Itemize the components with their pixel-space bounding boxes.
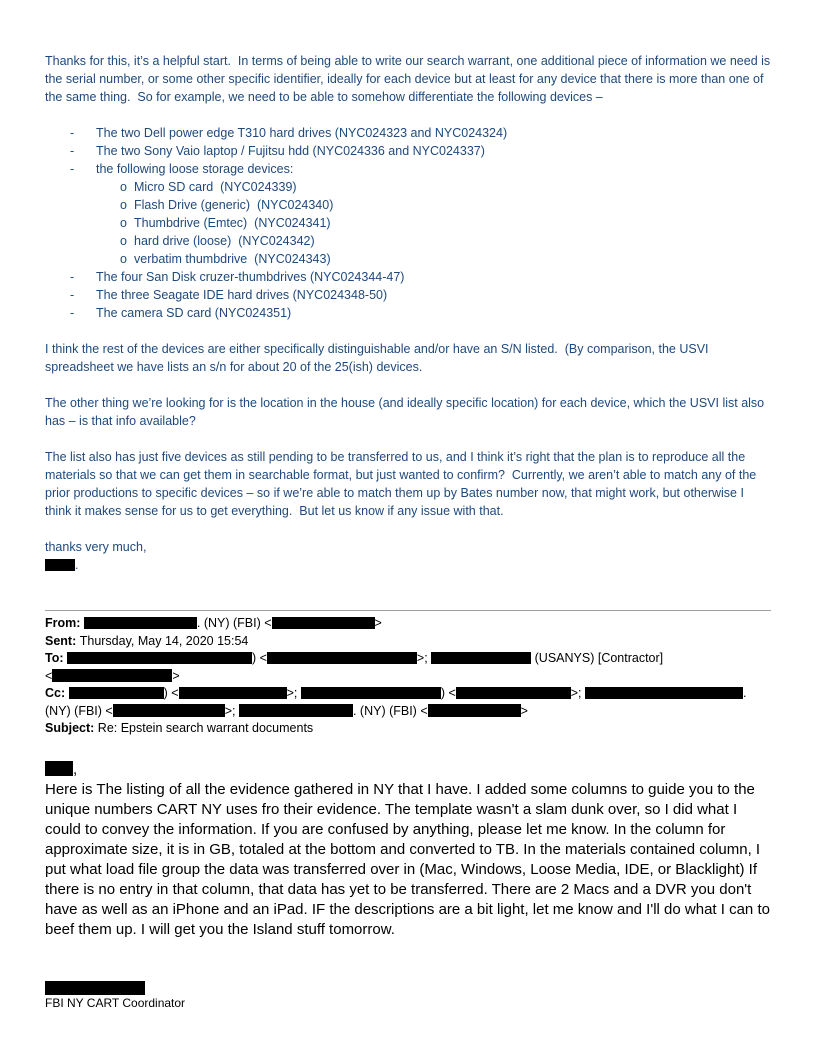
device-list-item: [45, 124, 771, 142]
field-label: From:: [45, 616, 84, 630]
text-segment: >;: [286, 686, 301, 700]
text-segment: . (NY) (FBI) <: [352, 703, 428, 718]
bullet-marker: -: [70, 306, 75, 320]
text-segment: >: [172, 668, 180, 683]
redaction-bar: [301, 687, 441, 700]
email-signoff: [45, 980, 771, 1011]
device-list-item: [45, 214, 771, 232]
redaction-bar: [428, 704, 521, 717]
header-sent-line: [45, 633, 771, 651]
bullet-marker: o: [120, 234, 127, 248]
reply-paragraph-4: The list also has just five devices as still pending to be transferred to us, and I think it’s right that the plan is to reproduce all the materials so that we can get them in searchable format, but just wanted to confirm? Currently, we aren’t able to match any of the prior productions to specific devices – so if we’re able to match them up by Bates number now, that might work, but otherwise I think it makes sense for us to get everything. But let us know if any issue with that.: [45, 450, 760, 518]
redaction-bar: [272, 617, 375, 630]
email-body: [45, 760, 775, 940]
header-cc-line: [45, 685, 771, 703]
header-to-line: [45, 650, 771, 668]
bullet-text: Flash Drive (generic) (NYC024340): [134, 198, 334, 212]
field-label: Cc:: [45, 686, 69, 700]
text-segment: ) <: [440, 686, 456, 700]
bullet-text: the following loose storage devices:: [96, 162, 294, 176]
text-segment: >: [374, 616, 382, 630]
reply-paragraph-1: Thanks for this, it’s a helpful start. In terms of being able to write our search warrant, one additional piece of information we need is the serial number, or some other specific identifier, ideally for each device but at least for any device that there is more than one of the same thing. So for example, we need to be able to somehow differentiate the following devices –: [45, 54, 774, 104]
device-list-item: [45, 142, 771, 160]
redaction-bar: [179, 687, 287, 700]
closing-line: thanks very much,: [45, 540, 147, 554]
bullet-text: The three Seagate IDE hard drives (NYC024348-50): [96, 288, 388, 302]
text-segment: (USANYS) [Contractor]: [531, 651, 664, 665]
body-salutation: [45, 760, 771, 780]
bullet-marker: o: [120, 198, 127, 212]
bullet-text: The four San Disk cruzer-thumbdrives (NYC024344-47): [96, 270, 405, 284]
redaction-bar: [431, 652, 531, 665]
text-segment: Re: Epstein search warrant documents: [97, 721, 314, 735]
bullet-marker: o: [120, 180, 127, 194]
redaction-bar: [52, 669, 172, 682]
text-segment: Thursday, May 14, 2020 15:54: [79, 633, 249, 648]
field-label: Subject:: [45, 721, 98, 735]
redaction-bar: [67, 652, 252, 665]
text-segment: >: [520, 703, 528, 718]
reply-divider: [45, 610, 771, 611]
bullet-text: The camera SD card (NYC024351): [96, 306, 292, 320]
bullet-marker: -: [70, 162, 75, 176]
bullet-text: The two Sony Vaio laptop / Fujitsu hdd (NYC024336 and NYC024337): [96, 144, 485, 158]
signoff-name-line: [45, 980, 771, 996]
text-segment: >;: [224, 703, 239, 718]
text-segment: ) <: [163, 686, 179, 700]
device-list-item: [45, 196, 771, 214]
bullet-marker: -: [70, 270, 75, 284]
redaction-bar: [113, 704, 225, 717]
header-from-line: [45, 615, 771, 633]
bullet-marker: -: [70, 288, 75, 302]
device-list-item: [45, 250, 771, 268]
field-label: To:: [45, 651, 67, 665]
bullet-marker: o: [120, 252, 127, 266]
signature-line: [45, 556, 771, 574]
device-list: [45, 124, 771, 322]
device-list-item: [45, 268, 771, 286]
text-segment: ) <: [251, 651, 267, 665]
bullet-text: hard drive (loose) (NYC024342): [134, 234, 315, 248]
text-segment: ,: [73, 760, 78, 778]
bullet-text: Micro SD card (NYC024339): [134, 180, 297, 194]
text-segment: >;: [416, 651, 432, 665]
bullet-text: The two Dell power edge T310 hard drives (NYC024323 and NYC024324): [96, 126, 508, 140]
redaction-bar: [45, 559, 75, 572]
redaction-bar: [585, 687, 743, 700]
reply-paragraph-3: The other thing we’re looking for is the location in the house (and ideally specific location) for each device, which the USVI list also has – is that info available?: [45, 396, 768, 428]
bullet-marker: -: [70, 126, 75, 140]
field-label: Sent:: [45, 633, 80, 648]
device-list-item: [45, 232, 771, 250]
redaction-bar: [456, 687, 571, 700]
email-header: [45, 615, 771, 738]
bullet-marker: -: [70, 144, 75, 158]
redaction-bar: [69, 687, 164, 700]
header-cc-line-2: [45, 703, 771, 721]
body-paragraph: Here is The listing of all the evidence gathered in NY that I have. I added some columns to guide you to the unique numbers CART NY uses fro their evidence. The template wasn't a slam dunk over, so I did what I could to convey the information. If you are confused by anything, please let me know. In the column for approximate size, it is in GB, totaled at the bottom and converted to TB. In the materials contained column, I put what load file group the data was transferred over in (Mac, Windows, Loose Media, IDE, or Blacklight) If there is no entry in that column, that data has yet to be transferred. There are 2 Macs and a DVR you don't have as well as an iPhone and an iPad. IF the descriptions are a bit light, let me know and I'll do what I can to beef them up. I will get you the Island stuff tomorrow.: [45, 780, 775, 938]
bullet-text: verbatim thumbdrive (NYC024343): [134, 252, 331, 266]
text-segment: <: [45, 668, 53, 683]
header-subject-line: [45, 720, 771, 738]
redaction-bar: [84, 617, 197, 630]
redaction-bar: [239, 704, 353, 717]
device-list-item: [45, 286, 771, 304]
redaction-bar: [45, 761, 73, 776]
text-segment: (NY) (FBI) <: [45, 703, 113, 718]
bullet-marker: o: [120, 216, 127, 230]
reply-paragraph-2: I think the rest of the devices are either specifically distinguishable and/or have an S/N listed. (By comparison, the USVI spreadsheet we have lists an s/n for about 20 of the 25(ish) devices.: [45, 342, 713, 374]
redaction-bar: [45, 981, 145, 995]
text-segment: . (NY) (FBI) <: [196, 616, 272, 630]
text-segment: .: [743, 686, 747, 700]
header-to-line-2: [45, 668, 771, 686]
text-segment: >;: [570, 686, 585, 700]
redaction-bar: [267, 652, 417, 665]
device-list-item: [45, 304, 771, 322]
device-list-item: [45, 178, 771, 196]
text-segment: .: [75, 558, 79, 572]
signoff-title: FBI NY CART Coordinator: [45, 995, 186, 1010]
bullet-text: Thumbdrive (Emtec) (NYC024341): [134, 216, 331, 230]
device-list-item: [45, 160, 771, 178]
